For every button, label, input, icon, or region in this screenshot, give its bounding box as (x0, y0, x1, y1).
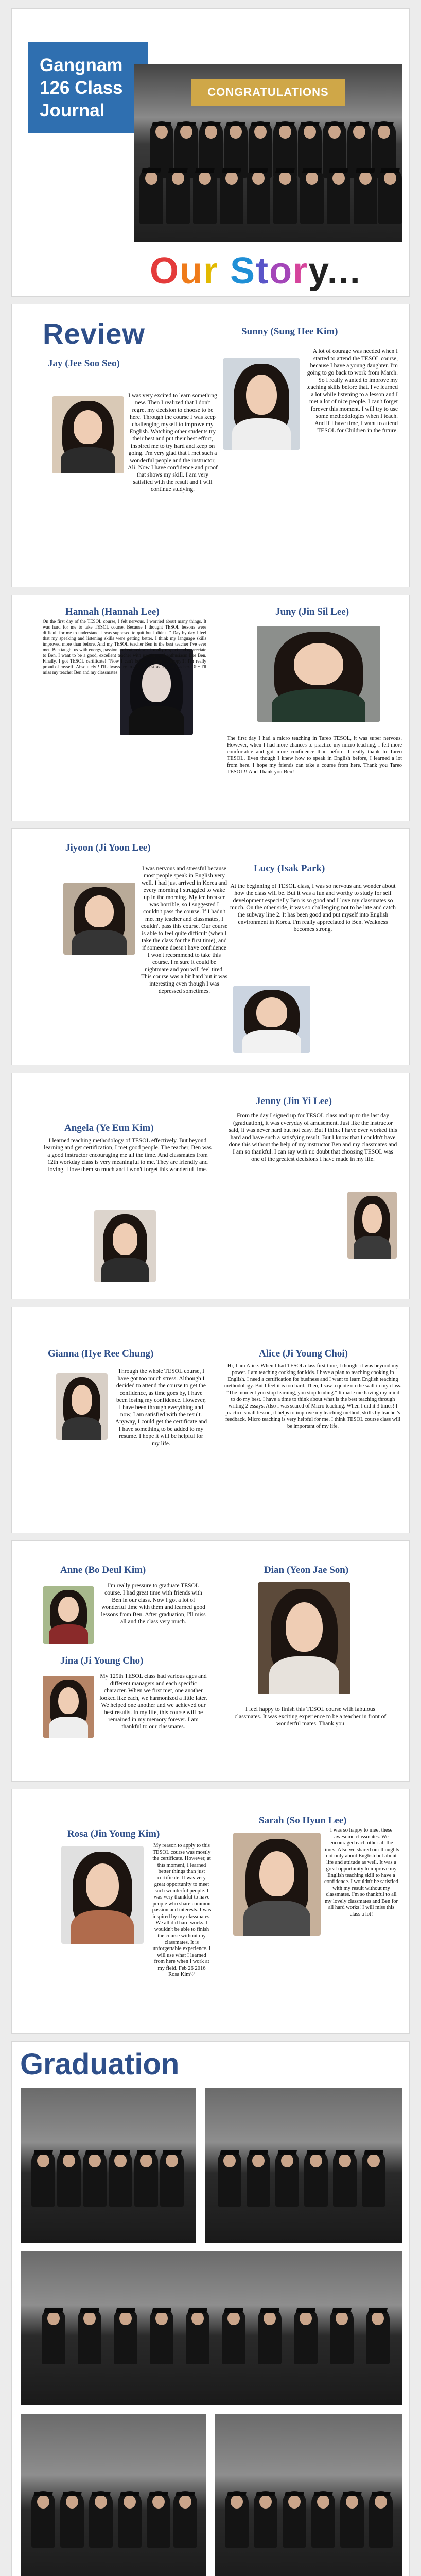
review-text-alice: Hi, I am Alice. When I had TESOL class first time, I thought it was beyond my power. I am teaching cooking for kids. I have a plan to teaching cooking in English. I need a certification for business and I want to learn English teaching methodology. But I feel it is too hard. Then, I saw a quote on the wall in my class. "The moment you stop learning, you stop leading." It made me having my mind to do my best. I have a time to think about what is the best teaching through writing 2 essays. Also I was scared of Micro teaching. When I did it 3 times! I practice small lesson, it helps to improve my teaching method, skills by teacher's feedback. Micro teaching is very helpful for me. I think TESOL course class will be important of my life. (224, 1363, 402, 1429)
review-text-anne: I'm really pressure to graduate TESOL course. I had great time with friends with Ben in our class. Now I got a lot of wonderful time with them and learned good lessons from Ben. After graduation, I'll miss all and the class very much. (101, 1583, 206, 1625)
reviewer-name-jay: Jay (Jee Soo Seo) (48, 358, 120, 369)
graduation-photo-5 (215, 2414, 402, 2576)
our-story-title: Our Story... (150, 250, 361, 292)
reviewer-name-jenny: Jenny (Jin Yi Lee) (256, 1096, 332, 1107)
photo-jenny (347, 1192, 397, 1259)
reviewer-name-jina: Jina (Ji Young Cho) (60, 1655, 144, 1666)
cover-title-line: Gangnam (40, 55, 123, 75)
class-group-photo (134, 64, 402, 242)
review-text-juny: The first day I had a micro teaching in Tareo TESOL, it was super nervous. However, when I had more chances to practice my micro teaching, I felt more comfortable and got more confidence than before. I really thank to Tareo TESOL. Even though I knew how to speak in English before, I learned a lot from here. I hope my friends can take a course from here. Thank you Tareo TESOL!! And Thank you Ben! (227, 736, 402, 775)
reviewer-name-lucy: Lucy (Isak Park) (254, 863, 325, 874)
review-page-1 (11, 304, 410, 587)
review-page-4 (11, 1073, 410, 1299)
cover-page (11, 8, 410, 297)
photo-dian (258, 1582, 350, 1694)
review-text-jiyoon: I was nervous and stressful because most people speak in English very well. I had just arrived in Korea and every morning I struggled to wake up in the morning. My ice breaker was horrible, so I suggested I couldn't pass the course. If I hadn't met my teacher and classmates, I couldn't pass this course. Our course is able to feel quite difficult (when I take the class for the first time), and if someone doesn't have confidence I won't recommend to take this course. I'm sure it could be nightmare and you will feel tired. This course was a bit hard but it was interesting even though I was depressed sometimes. (141, 866, 228, 994)
review-text-rosa: My reason to apply to this TESOL course was mostly the certificate. However, at this moment, I learned better things than just certificate. It was very great opportunity to meet such wonderful people. I was very thankful to have people who share common passion and interests. I was inspired by my classmates. We all did hard works. I wouldn't be able to finish the course without my classmates. It is unforgettable experience. I will use what I learned from here when I work at my field. Feb 26 2016 Rosa Kim♡ (152, 1843, 212, 1977)
review-page-6 (11, 1540, 410, 1782)
review-text-jenny: From the day I signed up for TESOL class and up to the last day (graduation), it was everyday of amusement. Just like the instructor said, it was never hard but not easy. But I think I have ever worked this hard and have such a satisfying result. But I know that I couldn't have done this without the help of my instructor Ben and my classmates and I am so thankful. I can say with no doubt that choosing TESOL was one of the greatest decisions I have made in my life. (229, 1113, 397, 1162)
review-text-jina: My 129th TESOL class had various ages and different managers and each specific character. When we first met, one another looked like each, we harmonized a little later. We helped one another and we achieved our best results. In my life, this course will be remained in my memory forever. I am thankful to our classmates. (99, 1673, 207, 1730)
graduation-page (11, 2041, 410, 2576)
photo-sunny (223, 358, 300, 450)
congratulations-banner: CONGRATULATIONS (191, 79, 345, 106)
cover-title-line: 126 Class (40, 78, 123, 98)
photo-jina (43, 1676, 94, 1738)
review-text-hannah: On the first day of the TESOL course, I felt nervous. I worried about many things. It was hard for me to take TESOL course. Because I thought TESOL lessons were difficult for me to understand. I was supposed to quit but I didn't. " Day by day I feel that my speaking and listening skills were getting better. I think my language skills improved more than before. And my TESOL teacher Ben is the best teacher I've ever met. Ben taught us with energy, passion and enthusiasm. I really respect and appreciate to Ben. I want to be a good, excellent teacher with passion and enthusiasm like Ben. Finally, I got TESOL certificate! "Now I can't believe it. I'm so happy!!! I'm really proud of myself! Absolutely!! I'll always try to do my best as a good teacher. Oh~ I'll miss my teacher Ben and my classmates! (43, 619, 206, 675)
photo-anne (43, 1586, 94, 1644)
graduates-front-row (134, 167, 402, 242)
photo-lucy (233, 986, 310, 1053)
reviewer-name-sarah: Sarah (So Hyun Lee) (259, 1815, 347, 1826)
review-page-2 (11, 595, 410, 821)
review-page-7 (11, 1789, 410, 2034)
reviewer-name-rosa: Rosa (Jin Young Kim) (67, 1828, 160, 1839)
reviewer-name-dian: Dian (Yeon Jae Son) (264, 1565, 349, 1575)
graduation-heading: Graduation (20, 2047, 180, 2081)
reviewer-name-sunny: Sunny (Sung Hee Kim) (241, 326, 338, 337)
review-text-dian: I feel happy to finish this TESOL course with fabulous classmates. It was exciting experience to be a teacher in front of wonderful mates. Thank you (234, 1706, 387, 1727)
graduation-photo-1 (21, 2088, 196, 2243)
reviewer-name-juny: Juny (Jin Sil Lee) (275, 606, 349, 617)
graduation-photo-3 (21, 2251, 402, 2405)
review-text-sarah: I was so happy to meet these awesome classmates. We encouraged each other all the times. Also we shared our thoughts not only about English but about life and attitude as well. It was a great opportunity to improve my English teaching skill to have a confidence. I wouldn't be satisfied with my result without my classmates. I'm so thankful to all my lovely classmates and Ben for all hard works! I will miss this class a lot! (323, 1827, 399, 1917)
review-page-3 (11, 828, 410, 1065)
reviewer-name-alice: Alice (Ji Young Choi) (259, 1348, 348, 1359)
graduation-photo-2 (205, 2088, 402, 2243)
photo-juny (257, 626, 380, 722)
reviewer-name-anne: Anne (Bo Deul Kim) (60, 1565, 146, 1575)
review-heading: Review (43, 317, 145, 350)
photo-angela (94, 1210, 156, 1282)
review-page-5 (11, 1307, 410, 1533)
cover-title-line: Journal (40, 100, 105, 121)
reviewer-name-gianna: Gianna (Hye Ree Chung) (48, 1348, 154, 1359)
review-text-jay: I was very excited to learn something new. Then I realized that I don't regret my decision to choose to be here. Through the course I was keep challenging myself to improve my English. Watching other students try their best and put their best effort, inspired me to try hard and keep on going. I'm very glad that I met such a wonderful people and the instructor, Ali. Now I have confidence and proof that shows my skill. I am very satisfied with the result and I will continue studying. (128, 393, 218, 493)
review-text-lucy: At the beginning of TESOL class, I was so nervous and wonder about how the class will be. But it was a fun and worthy to study for self development especially Ben is so good and I love my classmates so much. On the other side, it was so challenging not to be late and catch the subway line 2. It has been good and put myself into English environment in Korea. I'm really appreciated to Ben. Weakness becomes strong. (230, 883, 396, 933)
review-text-angela: I learned teaching methodology of TESOL effectively. But beyond learning and get certification, I met good people. The teacher, Ben was a good instructor encouraging me all the time. And classmates from 12th workday class is very meaningful to me. They are friendly and loving. I love them so much and I won't forget this wonderful time. (44, 1138, 212, 1173)
graduation-photo-4 (21, 2414, 206, 2576)
cover-title-box (28, 42, 148, 133)
photo-sarah (233, 1833, 321, 1936)
reviewer-name-hannah: Hannah (Hannah Lee) (65, 606, 160, 617)
reviewer-name-jiyoon: Jiyoon (Ji Yoon Lee) (65, 842, 151, 853)
review-text-gianna: Through the whole TESOL course, I have got too much stress. Although I decided to attend the course to get the confidence, as time goes by, I have been losing my confidence. However, I have been through everything and now, I am satisfied with the result. Anyway, I could get the certificate and I have something to be added to my resume. I hope it will be helpful for my life. (115, 1368, 207, 1447)
review-text-sunny: A lot of courage was needed when I started to attend the TESOL course, because I have a young daughter. I'm going to go back to work from March. So I really wanted to improve my teaching skills before that. I've learned a lot while listening to a lesson and I met a lot of nice people. I can't forget forever this moment. I will try to use some methodologies when I teach. And if I have time, I want to attend TESOL for Children in the future. (306, 348, 398, 434)
reviewer-name-angela: Angela (Ye Eun Kim) (64, 1123, 154, 1133)
